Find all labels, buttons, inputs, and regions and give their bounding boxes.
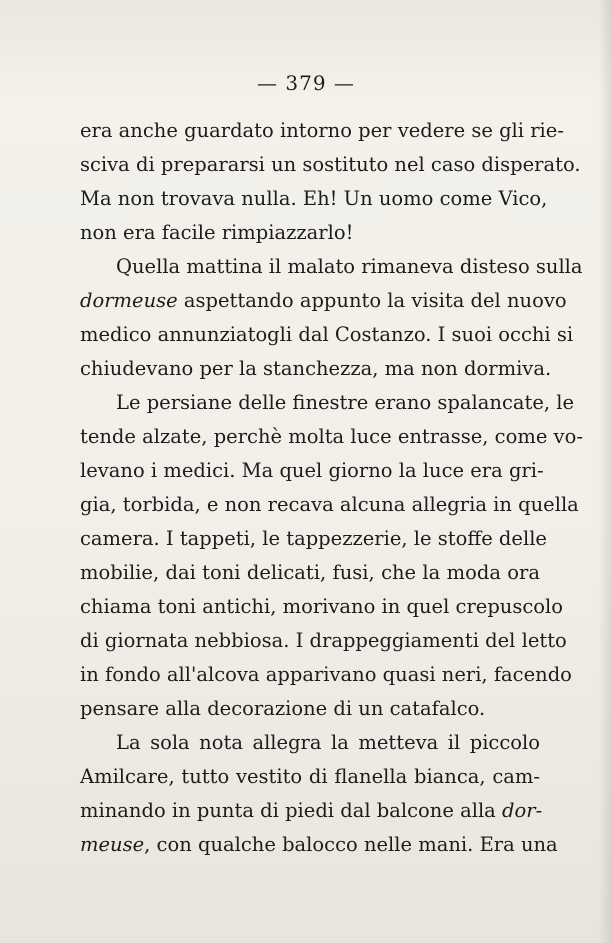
text-line: era anche guardato intorno per vedere se gli rie- [80, 119, 564, 142]
text-line: chiama toni antichi, morivano in quel crepuscolo [80, 595, 564, 618]
italic-word: dor- [502, 799, 543, 822]
paragraph-first-line: Le persiane delle finestre erano spalancate, le [116, 391, 575, 414]
text-line: levano i medici. Ma quel giorno la luce era gri- [80, 459, 544, 482]
text-line: Amilcare, tutto vestito di flanella bianca, cam- [80, 765, 540, 788]
text-line: gia, torbida, e non recava alcuna allegria in quella [80, 493, 579, 516]
text-line: meuse, con qualche balocco nelle mani. Era una [80, 833, 558, 856]
text-line: pensare alla decorazione di un catafalco. [80, 697, 486, 720]
text-line: camera. I tappeti, le tappezzerie, le stoffe delle [80, 527, 547, 550]
text-line: chiudevano per la stanchezza, ma non dormiva. [80, 357, 552, 380]
text-line: dormeuse aspettando appunto la visita del nuovo [80, 289, 567, 312]
text-line: minando in punta di piedi dal balcone alla dor- [80, 799, 543, 822]
italic-word: meuse [80, 833, 145, 856]
text-line: tende alzate, perchè molta luce entrasse, come vo- [80, 425, 583, 448]
page-number: — 379 — [257, 71, 355, 95]
text-line: in fondo all'alcova apparivano quasi neri, facendo [80, 663, 572, 686]
text-line: mobilie, dai toni delicati, fusi, che la moda ora [80, 561, 540, 584]
paragraph-first-line: La sola nota allegra la metteva il piccolo [116, 731, 540, 754]
italic-word: dormeuse [80, 289, 178, 312]
text-line: Ma non trovava nulla. Eh! Un uomo come Vico, [80, 187, 548, 210]
text-line: sciva di prepararsi un sostituto nel caso disperato. [80, 153, 581, 176]
text-line: medico annunziatogli dal Costanzo. I suoi occhi si [80, 323, 574, 346]
paragraph-first-line: Quella mattina il malato rimaneva disteso sulla [116, 255, 583, 278]
text-line: non era facile rimpiazzarlo! [80, 221, 354, 244]
text-line: di giornata nebbiosa. I drappeggiamenti del letto [80, 629, 567, 652]
